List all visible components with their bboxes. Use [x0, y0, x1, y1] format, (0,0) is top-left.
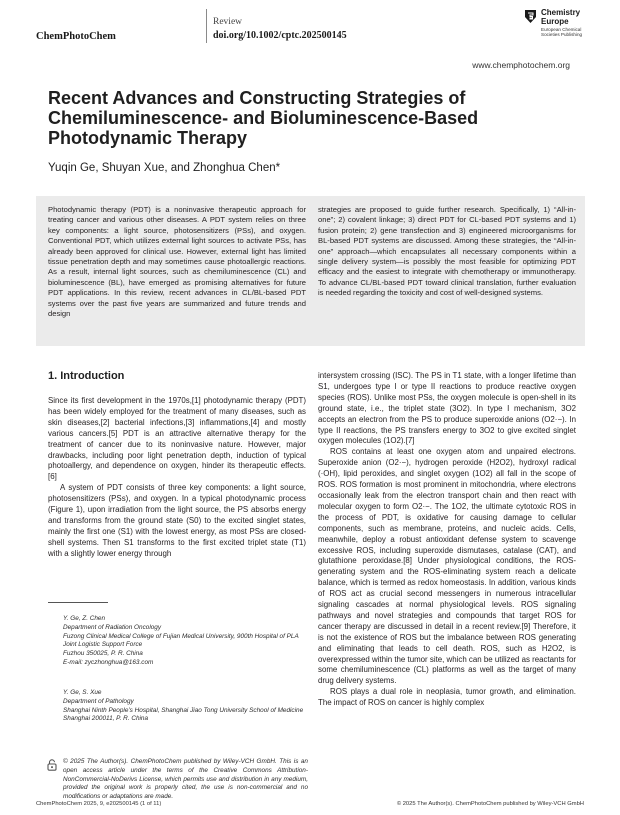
intro-paragraph-dual-role: ROS plays a dual role in neoplasia, tumor growth, and elimination. The impact of ROS on cancer is highly complex — [318, 687, 576, 708]
header-divider — [206, 9, 207, 43]
publisher-name-line2: Europe — [541, 16, 569, 26]
affiliation-1-city: Fuzhou 350025, P. R. China — [63, 650, 143, 658]
body-right-column — [318, 371, 576, 709]
affiliation-2-department: Department of Pathology — [63, 697, 134, 705]
publisher-logo — [524, 8, 616, 44]
footnote-divider — [48, 602, 108, 603]
publisher-subtitle — [541, 27, 582, 38]
affiliation-2-names: Y. Ge, S. Xue — [63, 689, 102, 696]
corresponding-email[interactable]: E-mail: zyczhonghua@163.com — [63, 658, 154, 666]
affiliation-1-names: Y. Ge, Z. Chen — [63, 615, 106, 622]
section-heading-introduction: 1. Introduction — [48, 370, 125, 382]
abstract-right-column: strategies are proposed to guide further research. Specifically, 1) “All-in-one”; 2) covalent linkage; 3) direct PDT for CL-based PDT systems and 1) fusion protein; 2) gene transfection and 3) engineered microorganisms for BL-based PDT systems are discussed. Among these strategies, the “All-in-one” approach—which encapsulates all necessary components within a single delivery system—is possibly the most feasible for optimizing PDT efficacy and the easiest to integrate with chemotherapy or immunotherapy. To advance CL/BL-based PDT toward clinical translation, further evaluation is needed regarding the toxicity and cost of well-designed systems. — [318, 205, 576, 298]
journal-name: ChemPhotoChem — [36, 31, 116, 42]
affiliation-2-city: Shanghai 200011, P. R. China — [63, 715, 149, 723]
page-footer-copyright: © 2025 The Author(s). ChemPhotoChem published by Wiley-VCH GmbH — [396, 801, 584, 807]
intro-paragraph-2: A system of PDT consists of three key components: a light source, photosensitizers (PSs), and oxygen. In a typical photodynamic process (Figure 1), upon irradiation from the light source, the PS absorbs energy and transforms from the ground state (S0) to the excited singlet states, mainly the first one (S1) with the lowest energy, as most PSs are closed-shell systems. Then S1 transforms to the first excited triplet state (T1) with a slightly lower energy through — [48, 483, 306, 558]
page-footer-citation: ChemPhotoChem 2025, 9, e202500145 (1 of 11) — [36, 801, 162, 807]
publisher-name-line1: Chemistry — [541, 8, 581, 17]
publisher-sub-line1: European Chemical — [541, 27, 582, 32]
affiliation-block-2 — [63, 689, 308, 724]
affiliation-1-institution: Fuzong Clinical Medical College of Fujian Medical University, 900th Hospital of PLA Joint Logistic Support Force — [63, 632, 299, 649]
journal-website-link[interactable]: www.chemphotochem.org — [472, 60, 570, 70]
license-statement: © 2025 The Author(s). ChemPhotoChem published by Wiley-VCH GmbH. This is an open access article under the terms of the Creative Commons Attribution-NonCommercial-NoDerivs License, which permits use and distribution in any medium, provided the original work is properly cited, the use is non-commercial and no modifications or adaptations are made. — [63, 758, 308, 801]
chemistry-europe-logo-icon — [524, 9, 537, 24]
article-type: Review — [213, 17, 243, 27]
intro-paragraph-continued: intersystem crossing (ISC). The PS in T1 state, with a longer lifetime than S1, undergoes type I or type II reactions to produce reactive oxygen species (ROS). Unlike most PSs, the oxygen molecule is open-shell in its ground state, i.e., the triplet state (3O2). In type I mechanism, 3O2 accepts an electron from the PS to produce superoxide anions (O2·−). In type II reactions, the PS transfers energy to 3O2 to give excited singlet oxygen molecules (1O2).[7] — [318, 371, 576, 446]
intro-paragraph-1: Since its first development in the 1970s,[1] photodynamic therapy (PDT) has been widely employed for the treatment of many diseases, such as skin diseases,[2] bacterial infections,[3] inflammations,[4] and mostly various cancers.[5] PDT is an attractive alternative therapy for the treatment of cancer due to its noninvasive nature. However, major drawbacks, including poor light penetration depth, induction of typical photoallergy, and dependence on oxygen, hinder its therapeutic effects.[6] — [48, 396, 306, 482]
affiliation-1-department: Department of Radiation Oncology — [63, 623, 162, 631]
open-access-lock-icon — [46, 759, 58, 771]
abstract-left-column: Photodynamic therapy (PDT) is a noninvasive therapeutic approach for treating cancer and various other diseases. A PDT system relies on three key components: a light source, photosensitizers (PSs), and oxygen. Conventional PDT, which utilizes external light sources to activate PSs, has already been approved for clinical use. However, external light has limited tissue penetration depth and may sometimes cause photoallergic reactions. As a result, internal light sources, such as chemiluminescence (CL) and bioluminescence (BL), have emerged as promising alternatives for future PDT applications. In this review, recent advances in CL/BL-based PDT systems over the past five years are summarized and future trends and design — [48, 205, 306, 319]
publisher-sub-line2: Societies Publishing — [541, 32, 583, 38]
article-title: Recent Advances and Constructing Strategies of Chemiluminescence- and Bioluminescence-Based Photodynamic Therapy — [48, 88, 479, 148]
doi-link[interactable]: doi.org/10.1002/cptc.202500145 — [213, 30, 347, 41]
intro-paragraph-ros: ROS contains at least one oxygen atom and unpaired electrons. Superoxide anion (O2·−), hydrogen peroxide (H2O2), hydroxyl radical (·OH), lipid peroxides, and singlet oxygen (1O2) all fall in the scope of ROS. ROS formation is most prominent in mitochondria, where electrons occasionally leak from the electron transport chain and then react with molecular oxygen to form O2·−. The 1O2, the ultimate cytotoxic ROS in the process of PDT, is oxidative for causing damage to cellular components, such as membrane, proteins, and nucleic acids. Cells, meanwhile, deploy a robust antioxidant defense system to scavenge excessive ROS, including superoxide dismutases, catalase (CAT), and glutathione peroxidase.[8] Under physiological conditions, the ROS-generating system and the ROS-eliminating system reach a delicate balance, which is termed as redox homeostasis. In addition, various kinds of ROS act as crucial second messengers in numerous intracellular signaling cascades at normal physiological levels. ROS signaling pathways and novel strategies and compounds that target ROS for cancer therapy are discussed in detail in a recent review.[9] Therefore, it is not the existence of ROS but the imbalance between ROS generating and eliminating that leads to cell death. ROS, such as H2O2, is overexpressed within the tumor site, which can be utilized as reactants for some chemiluminescence (CL) platforms as well as the target of many drug delivery systems. — [318, 447, 576, 686]
body-left-column — [48, 396, 306, 560]
affiliation-block-1 — [63, 615, 308, 668]
publisher-name — [541, 9, 580, 26]
affiliation-2-institution: Shanghai Ninth People’s Hospital, Shanghai Jiao Tong University School of Medicine — [63, 706, 304, 714]
author-list: Yuqin Ge, Shuyan Xue, and Zhonghua Chen* — [48, 162, 281, 174]
